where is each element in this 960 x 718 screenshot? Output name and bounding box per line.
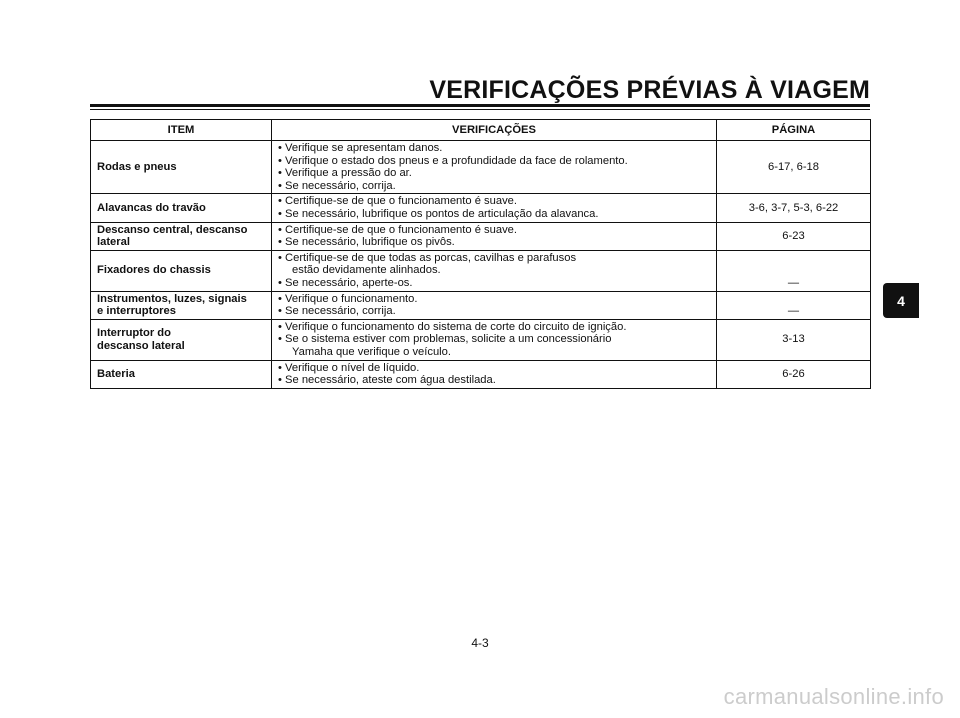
check-line: • Verifique a pressão do ar.: [278, 167, 412, 180]
checks-cell: [272, 360, 717, 388]
check-line: • Se necessário, corrija.: [278, 179, 396, 192]
column-header-checks: VERIFICAÇÕES: [272, 120, 717, 141]
check-line: • Certifique-se de que o funcionamento é suave.: [278, 223, 518, 236]
item-cell: [91, 194, 272, 222]
item-label: Alavancas do travão: [97, 201, 206, 214]
page-number: 4-3: [471, 636, 489, 650]
page-cell: 3-13: [717, 319, 871, 360]
item-label: Interruptor do: [97, 327, 171, 340]
table-row: [91, 319, 871, 360]
check-line: • Verifique o nível de líquido.: [278, 361, 420, 374]
item-cell: [91, 141, 272, 194]
item-label: Descanso central, descanso: [97, 223, 248, 236]
item-cell: [91, 222, 272, 250]
checks-cell: [272, 319, 717, 360]
checks-cell: [272, 141, 717, 194]
check-line: • Certifique-se de que todas as porcas, cavilhas e parafusos: [278, 251, 577, 264]
check-line: • Se necessário, lubrifique os pontos de articulação da alavanca.: [278, 207, 599, 220]
item-label: e interruptores: [97, 305, 176, 318]
page-cell: —: [717, 291, 871, 319]
item-cell: [91, 250, 272, 291]
checks-cell: [272, 222, 717, 250]
item-label: lateral: [97, 236, 130, 249]
item-label: Rodas e pneus: [97, 160, 177, 173]
checks-cell: [272, 194, 717, 222]
column-header-item: ITEM: [91, 120, 272, 141]
checks-cell: [272, 291, 717, 319]
check-line: estão devidamente alinhados.: [292, 264, 441, 277]
checks-cell: [272, 250, 717, 291]
check-line: Yamaha que verifique o veículo.: [292, 345, 452, 358]
check-line: • Se necessário, corrija.: [278, 305, 396, 318]
table-header-row: [91, 120, 871, 141]
check-line: • Verifique o funcionamento.: [278, 292, 418, 305]
item-label: descanso lateral: [97, 339, 185, 352]
item-cell: [91, 319, 272, 360]
page-cell: 6-26: [717, 360, 871, 388]
page-cell: 3-6, 3-7, 5-3, 6-22: [717, 194, 871, 222]
section-tab: 4: [883, 283, 919, 318]
check-line: • Verifique se apresentam danos.: [278, 142, 443, 154]
item-label: Instrumentos, luzes, signais: [97, 292, 247, 305]
table-row: [91, 222, 871, 250]
check-line: • Se necessário, ateste com água destilada.: [278, 374, 496, 387]
page-cell: 6-17, 6-18: [717, 141, 871, 194]
check-line: • Verifique o estado dos pneus e a profundidade da face de rolamento.: [278, 154, 628, 167]
page-cell: —: [717, 250, 871, 291]
check-line: • Se o sistema estiver com problemas, solicite a um concessionário: [278, 333, 612, 346]
check-line: • Verifique o funcionamento do sistema de corte do circuito de ignição.: [278, 320, 627, 333]
table-row: [91, 360, 871, 388]
item-label: Fixadores do chassis: [97, 264, 211, 277]
title-rule-thick: [90, 104, 870, 107]
page-cell: 6-23: [717, 222, 871, 250]
watermark: carmanualsonline.info: [723, 684, 944, 709]
check-line: • Se necessário, aperte-os.: [278, 276, 413, 289]
column-header-page: PÁGINA: [717, 120, 871, 141]
title-rule-thin: [90, 109, 870, 110]
item-cell: [91, 360, 272, 388]
table-row: [91, 141, 871, 194]
check-line: • Se necessário, lubrifique os pivôs.: [278, 236, 455, 249]
item-cell: [91, 291, 272, 319]
pre-trip-checks-table: [90, 119, 871, 389]
table-row: [91, 250, 871, 291]
item-label: Bateria: [97, 367, 135, 380]
page-title: VERIFICAÇÕES PRÉVIAS À VIAGEM: [429, 76, 870, 104]
table-row: [91, 194, 871, 222]
table-row: [91, 291, 871, 319]
check-line: • Certifique-se de que o funcionamento é suave.: [278, 195, 518, 208]
